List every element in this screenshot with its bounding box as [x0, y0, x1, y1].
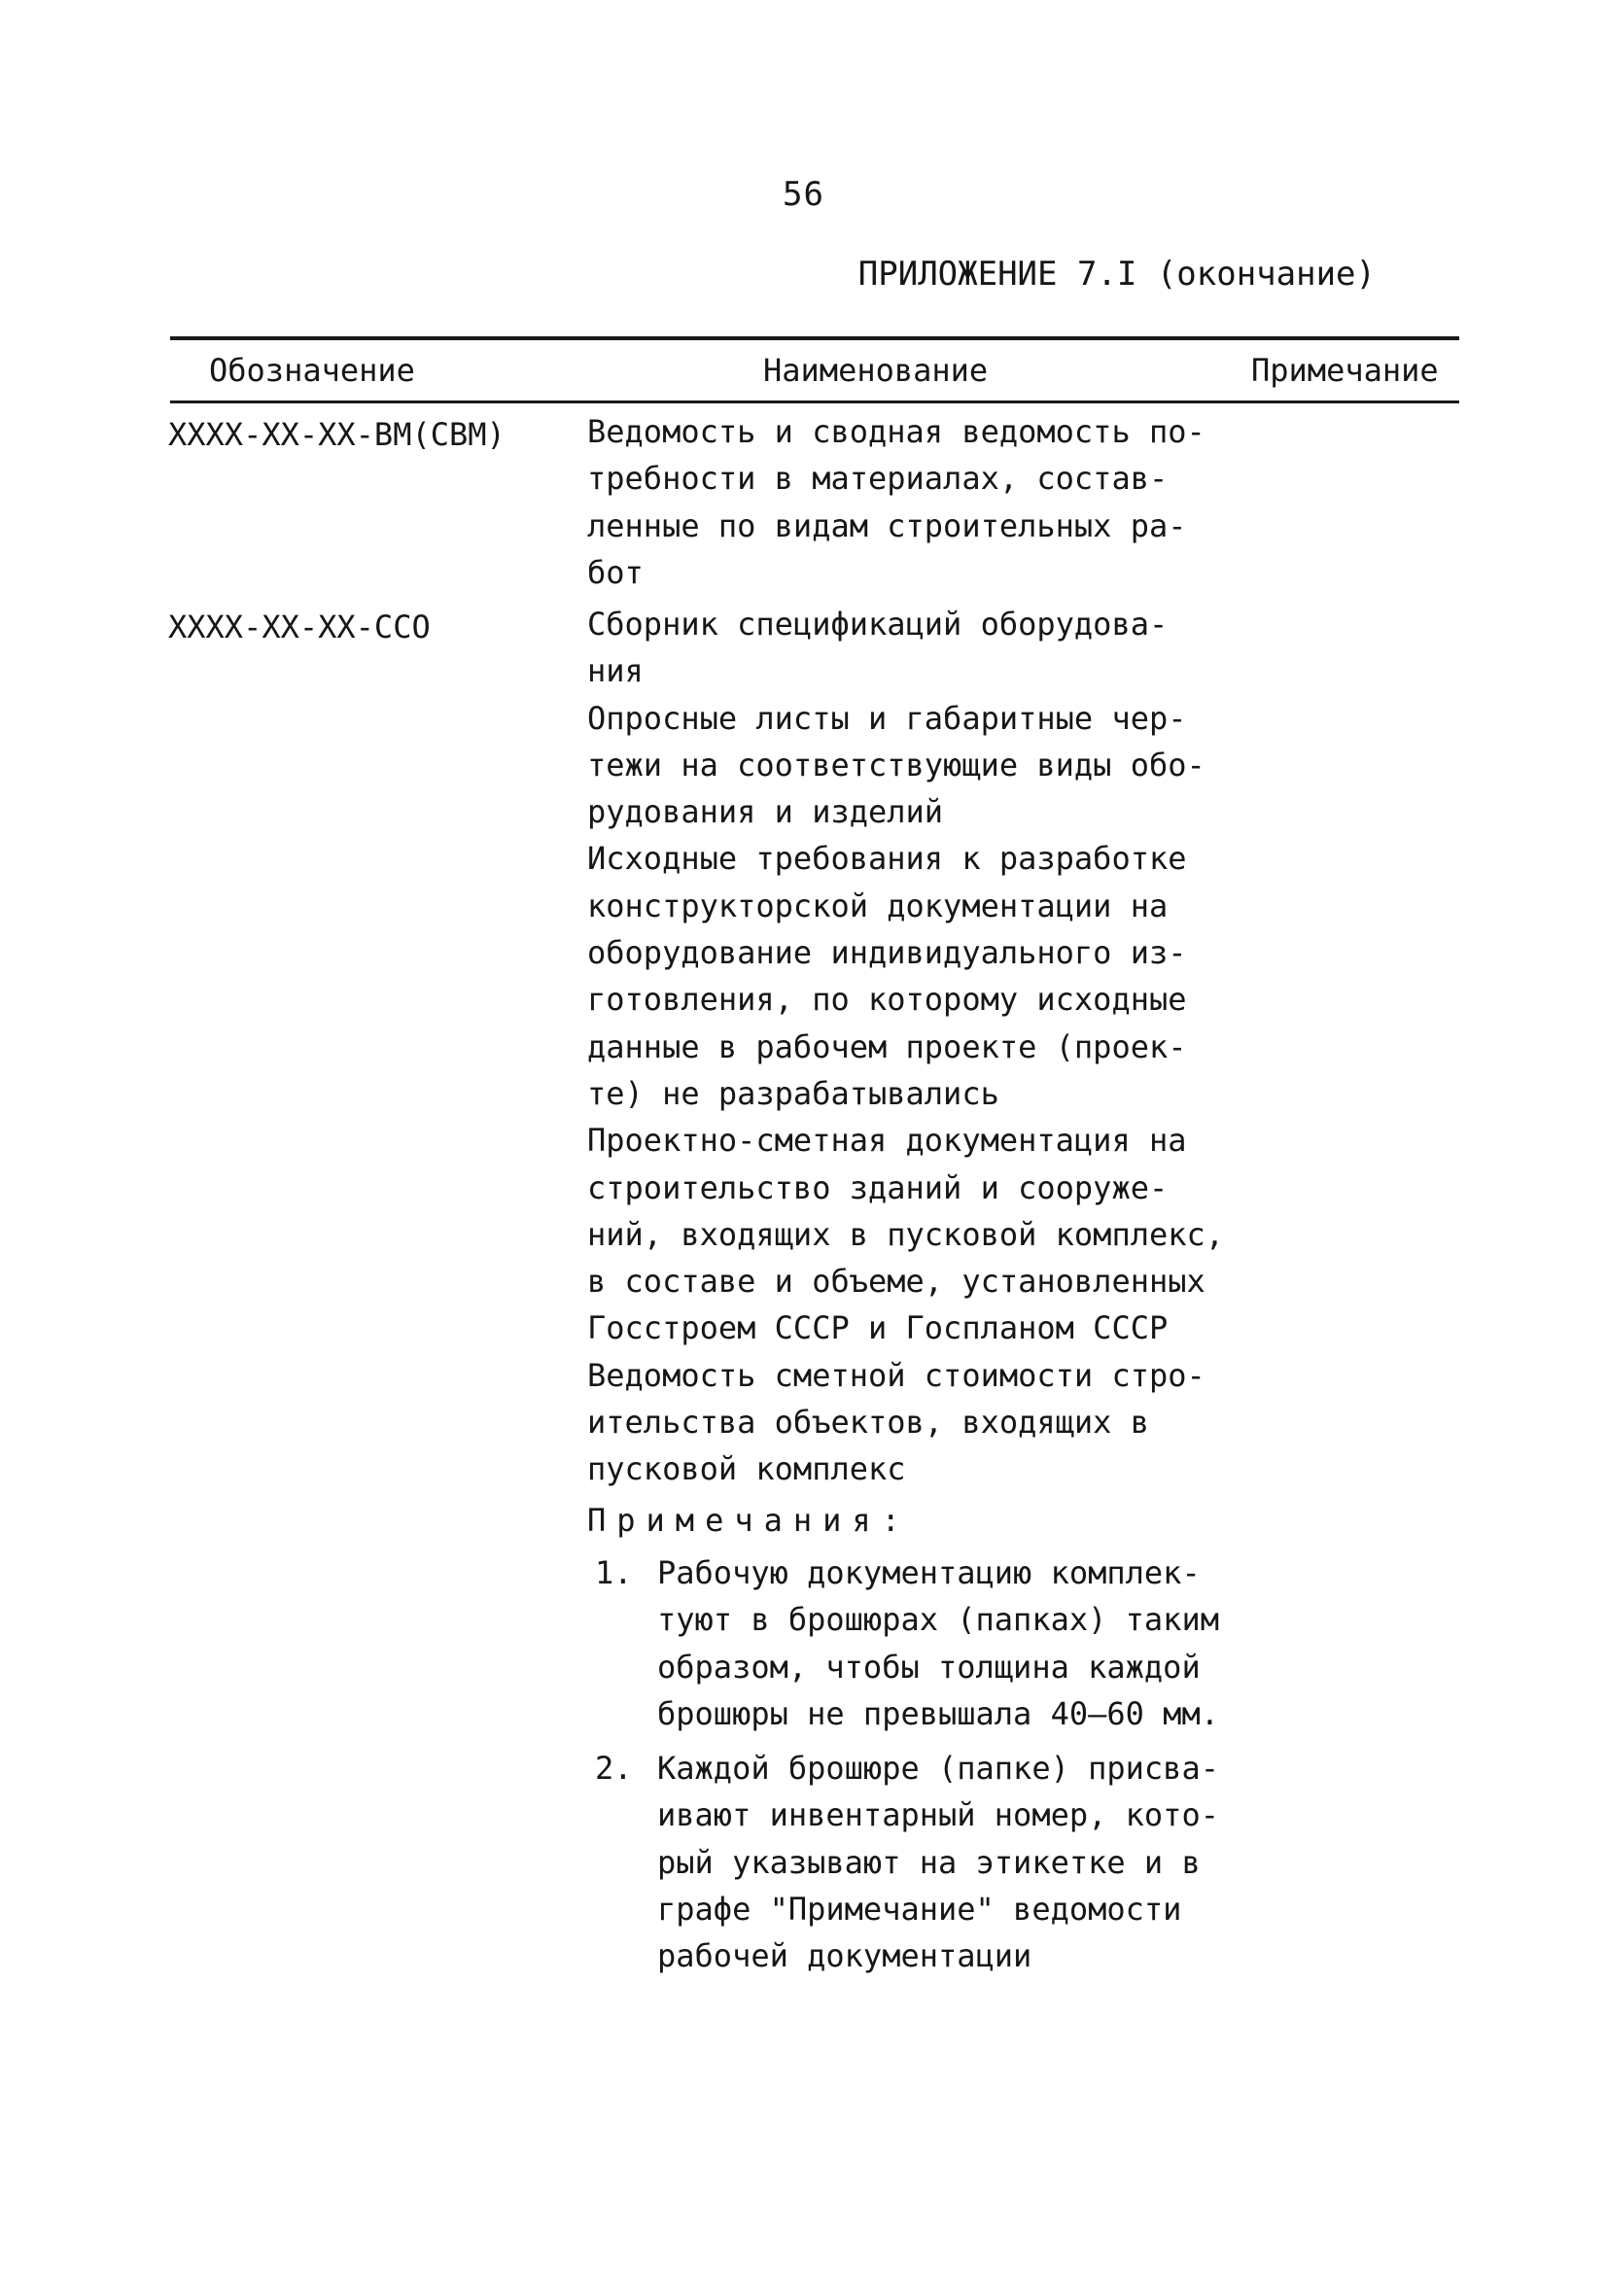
page-number: 56 [783, 175, 824, 214]
row-1-name [587, 408, 1205, 596]
row-1-name-line: требности в материалах, состав- [587, 460, 1169, 498]
note-line: Каждой брошюре (папке) присва- [657, 1750, 1219, 1787]
row-2-name-line: готовления, по которому исходные [587, 981, 1187, 1019]
row-2-name-line: Сборник спецификаций оборудова- [587, 606, 1169, 643]
note-line: образом, чтобы толщина каждой [657, 1648, 1201, 1686]
appendix-title: ПРИЛОЖЕНИЕ 7.I (окончание) [857, 255, 1376, 294]
row-2-name-line: тежи на соответствующие виды обо- [587, 746, 1205, 783]
notes-heading: Примечания: [587, 1502, 911, 1539]
row-2-name-line: Исходные требования к разработке [587, 840, 1187, 878]
note-line: туют в брошюрах (папках) таким [657, 1601, 1219, 1639]
note-2-text [657, 1745, 1219, 1979]
note-line: графе "Примечание" ведомости [657, 1890, 1182, 1928]
row-2-name-line: оборудование индивидуального из- [587, 934, 1187, 972]
note-line: брошюры не превышала 40–60 мм. [657, 1694, 1219, 1732]
note-2-number: 2. [595, 1750, 633, 1787]
row-2-code: XXXX-XX-XX-CCO [168, 609, 431, 645]
row-2-name-line: Госстроем СССР и Госпланом СССР [587, 1309, 1169, 1347]
note-1-text [657, 1549, 1219, 1737]
row-2-name-line: Опросные листы и габаритные чер- [587, 699, 1187, 737]
column-header-name: Наименование [763, 352, 989, 389]
row-2-name-line: Проектно-сметная документация на [587, 1122, 1187, 1160]
row-1-name-line: бот [587, 553, 644, 591]
row-1-name-line: ленные по видам строительных ра- [587, 506, 1187, 544]
note-line: рый указывают на этикетке и в [657, 1843, 1201, 1881]
table-top-rule [170, 336, 1459, 340]
row-1-code: XXXX-XX-XX-BM(CBM) [168, 416, 506, 453]
note-line: рабочей документации [657, 1937, 1032, 1975]
row-2-name-line: в составе и объеме, установленных [587, 1263, 1205, 1301]
row-2-name-line: рудования и изделий [587, 793, 944, 831]
row-1-name-line: Ведомость и сводная ведомость по- [587, 413, 1205, 450]
row-2-name-line: строительство зданий и сооруже- [587, 1168, 1169, 1206]
row-2-name-line: ний, входящих в пусковой комплекс, [587, 1215, 1225, 1253]
row-2-name-line: пусковой комплекс [587, 1450, 906, 1488]
row-2-name-line: данные в рабочем проекте (проек- [587, 1027, 1187, 1065]
table-header-rule [170, 400, 1459, 403]
row-2-name-line: конструкторской документации на [587, 887, 1169, 924]
row-2-name-line: ния [587, 652, 644, 690]
note-line: Рабочую документацию комплек- [657, 1554, 1201, 1591]
column-header-note: Примечание [1251, 352, 1439, 389]
note-line: ивают инвентарный номер, кото- [657, 1796, 1219, 1834]
note-1-number: 1. [595, 1554, 633, 1591]
row-2-name [587, 601, 1224, 1493]
row-2-name-line: те) не разрабатывались [587, 1074, 999, 1112]
row-2-name-line: Ведомость сметной стоимости стро- [587, 1356, 1205, 1394]
column-header-designation: Обозначение [209, 352, 415, 389]
row-2-name-line: ительства объектов, входящих в [587, 1404, 1149, 1442]
